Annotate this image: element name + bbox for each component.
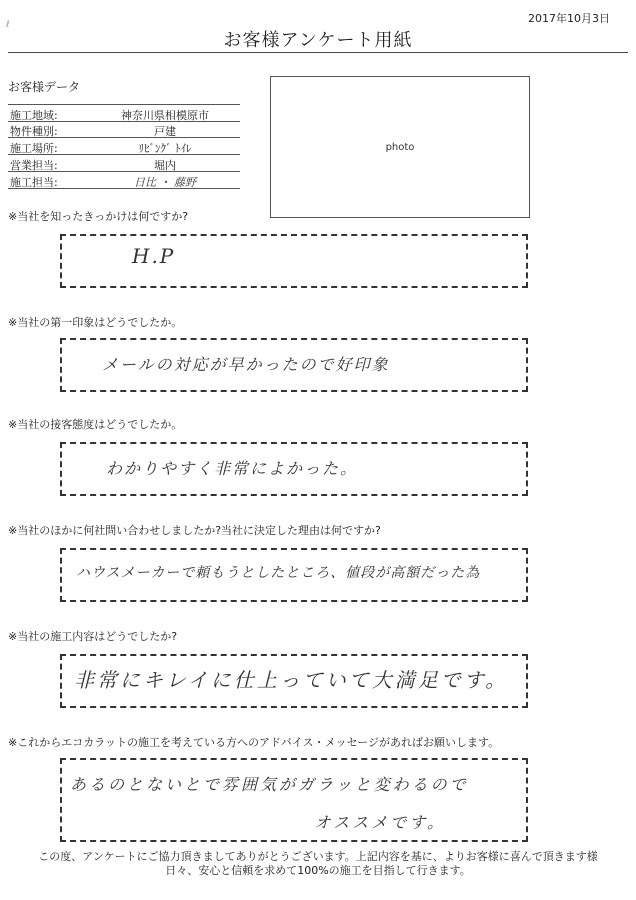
answer-6-line-2: オススメです。 [314, 813, 446, 832]
row-label: 施工場所: [10, 142, 58, 155]
row-property-type [8, 121, 240, 138]
answer-box-4 [60, 548, 528, 602]
answer-3: わかりやすく非常によかった。 [106, 459, 359, 478]
answer-1: H.P [132, 244, 176, 268]
page-title: お客様アンケート用紙 [223, 30, 413, 51]
question-1: ※当社を知ったきっかけは何ですか? [8, 210, 189, 223]
row-value: 堀内 [154, 159, 176, 172]
photo-placeholder [270, 76, 530, 218]
question-6: ※これからエコカラットの施工を考えている方へのアドバイス・メッセージがあればお願いします。 [8, 736, 500, 749]
answer-box-6 [60, 758, 528, 842]
title-divider [8, 52, 628, 53]
row-value-handwritten: 日比 ・ 藤野 [134, 176, 196, 189]
row-label: 営業担当: [10, 159, 58, 172]
answer-2: メールの対応が早かったので好印象 [102, 355, 390, 374]
answer-4: ハウスメーカーで頼もうとしたところ、値段が高額だった為 [76, 565, 481, 581]
answer-6-line-1: あるのとないとで雰囲気がガラッと変わるので [70, 775, 469, 794]
scan-mark: ℓ [6, 20, 10, 30]
question-5: ※当社の施工内容はどうでしたか? [8, 630, 178, 643]
question-3: ※当社の接客態度はどうでしたか。 [8, 418, 183, 431]
answer-box-3 [60, 442, 528, 496]
survey-date: 2017年10月3日 [528, 12, 610, 25]
footer-message-line-1: この度、アンケートにご協力頂きましてありがとうございます。上記内容を基に、よりお客様に喜んで頂きます様 [38, 850, 598, 863]
row-label: 施工地域: [10, 109, 58, 122]
customer-data-heading: お客様データ [8, 80, 81, 94]
answer-box-1 [60, 234, 528, 288]
row-construction-location [8, 138, 240, 155]
row-value: ﾘﾋﾞﾝｸﾞ ﾄｲﾚ [138, 142, 192, 155]
photo-label: photo [385, 141, 415, 153]
answer-5: 非常にキレイに仕上っていて大満足です。 [74, 668, 509, 692]
row-value: 戸建 [154, 125, 176, 138]
row-label: 物件種別: [10, 125, 58, 138]
row-value: 神奈川県相模原市 [121, 109, 209, 122]
row-sales-rep [8, 155, 240, 172]
row-construction-staff [8, 172, 240, 189]
question-2: ※当社の第一印象はどうでしたか。 [8, 316, 183, 329]
row-label: 施工担当: [10, 176, 58, 189]
question-4: ※当社のほかに何社問い合わせしましたか?当社に決定した理由は何ですか? [8, 524, 381, 537]
footer-message-line-2: 日々、安心と信頼を求めて100%の施工を目指して行きます。 [165, 864, 471, 877]
answer-box-2 [60, 338, 528, 392]
answer-box-5 [60, 654, 528, 708]
row-construction-area [8, 104, 240, 122]
